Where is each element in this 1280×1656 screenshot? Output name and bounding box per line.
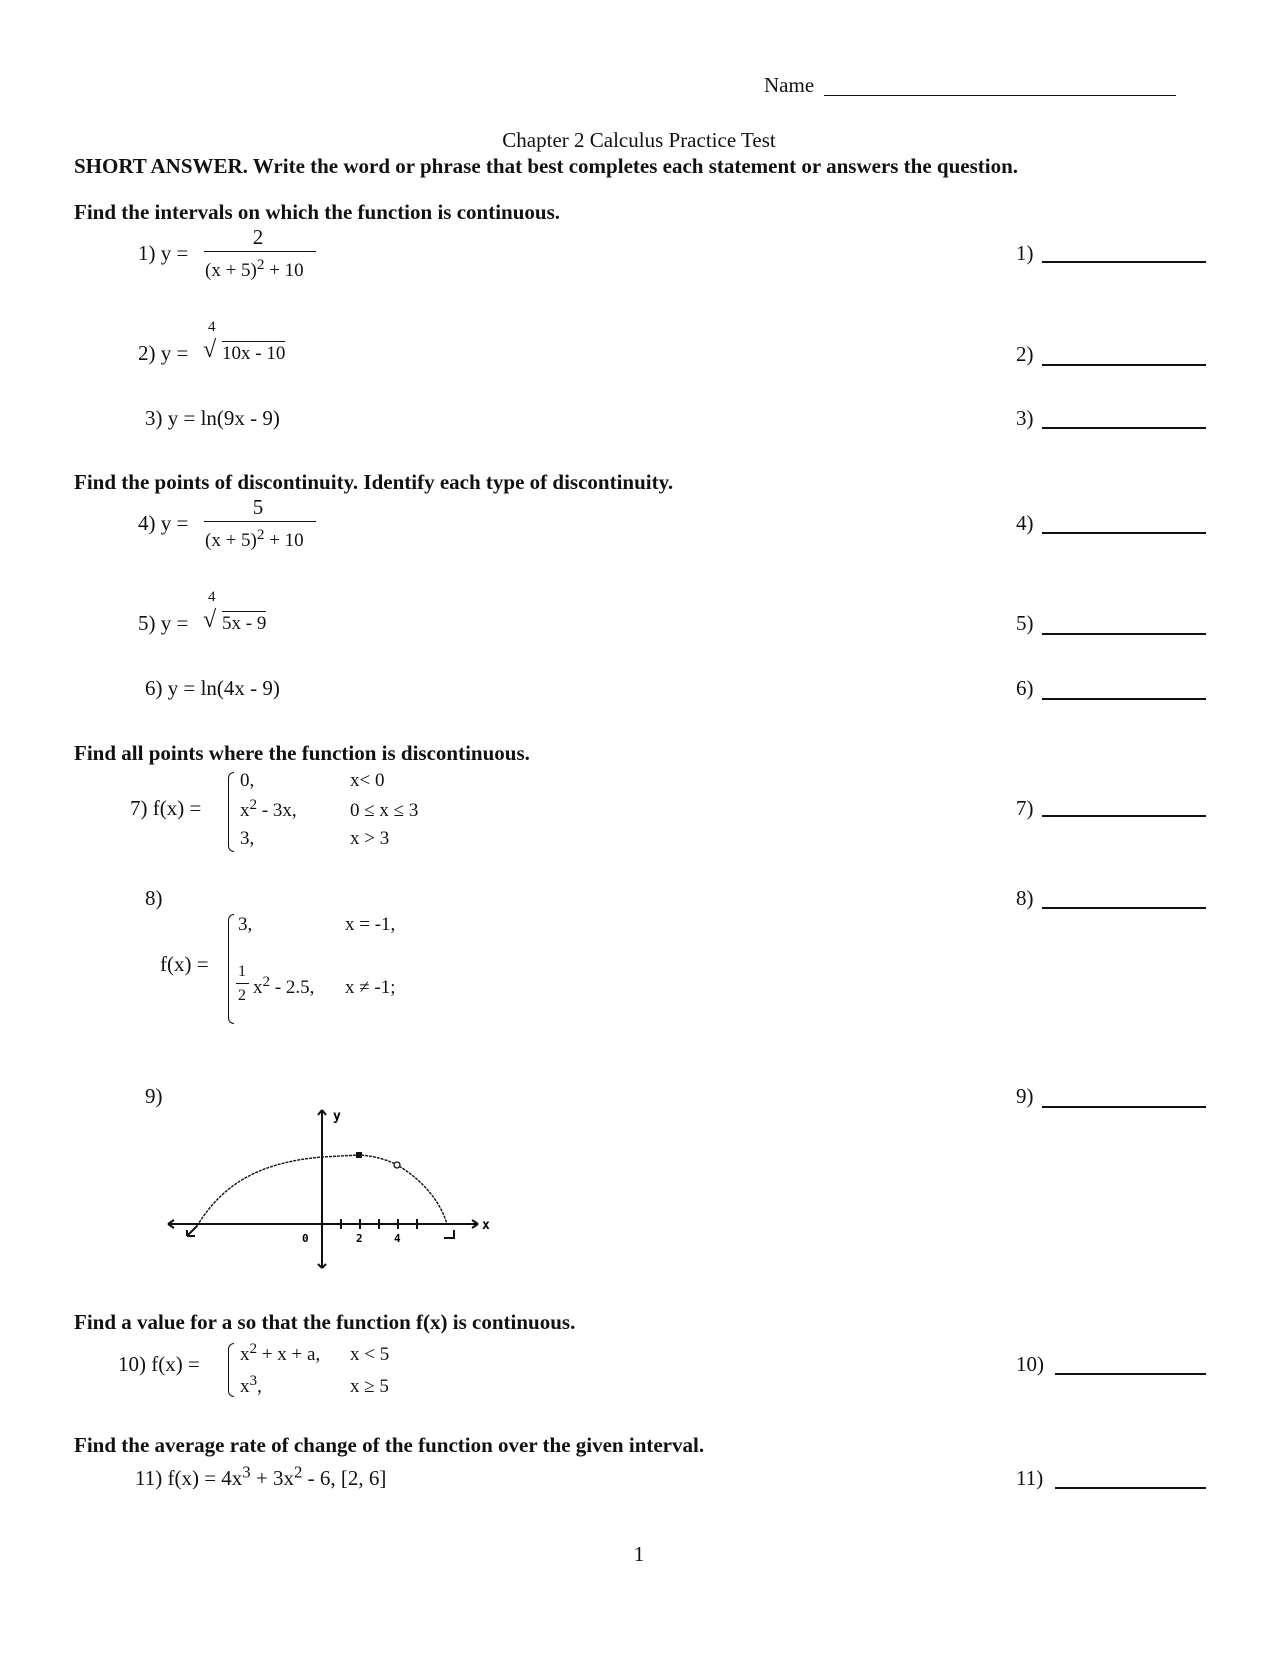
- q10-label: 10) f(x) =: [118, 1352, 200, 1376]
- answer-line-7[interactable]: [1042, 815, 1206, 817]
- answer-label: 5): [1016, 611, 1034, 635]
- answer-label: 10): [1016, 1352, 1044, 1376]
- y-axis-label: y: [333, 1109, 341, 1124]
- q10-case2-expr: $x^3$,: [240, 1372, 262, 1397]
- name-field[interactable]: [824, 95, 1176, 96]
- q4-label: 4) y =: [138, 511, 189, 535]
- q6-text: 6) y = ln(4x - 9): [145, 676, 280, 700]
- answer-line-6[interactable]: [1042, 698, 1206, 700]
- q2-label: 2) y =: [138, 341, 189, 365]
- page-number: 1: [633, 1542, 645, 1566]
- q1-numerator: 2: [252, 225, 264, 249]
- q5-label: 5) y =: [138, 611, 189, 635]
- q9-graph: [150, 1100, 510, 1280]
- radical-icon: √: [203, 337, 217, 363]
- brace-icon: [228, 772, 234, 852]
- q10-case1-cond: x < 5: [350, 1344, 390, 1365]
- filled-point: [356, 1152, 362, 1158]
- section-heading: Find the intervals on which the function is continuous.: [74, 200, 560, 224]
- root-index: 4: [208, 589, 216, 605]
- root-index: 4: [208, 319, 216, 335]
- radical-icon: √: [203, 607, 217, 633]
- answer-line-1[interactable]: [1042, 261, 1206, 263]
- q3-text: 3) y = ln(9x - 9): [145, 406, 280, 430]
- q7-case-cond: 0 ≤ x ≤ 3: [350, 800, 419, 821]
- q9-label: 9): [145, 1084, 163, 1108]
- brace-icon: [228, 1343, 234, 1397]
- section-heading: Find the average rate of change of the function over the given interval.: [74, 1433, 705, 1457]
- q8-case1-cond: x = -1,: [345, 914, 396, 935]
- answer-label: 1): [1016, 241, 1034, 265]
- answer-label: 11): [1016, 1466, 1044, 1490]
- q1-label: 1) y =: [138, 241, 189, 265]
- q8-case2-expr: $x^2 - 2.5$,: [253, 973, 315, 998]
- name-label: Name: [764, 73, 815, 97]
- q8-case2-cond: x ≠ -1;: [345, 977, 396, 998]
- q10-case2-cond: x ≥ 5: [350, 1376, 389, 1397]
- q5-radicand: 5x - 9: [222, 613, 267, 634]
- q4-numerator: 5: [252, 495, 264, 519]
- answer-line-2[interactable]: [1042, 364, 1206, 366]
- q8-half-num: 1: [238, 963, 246, 980]
- answer-label: 4): [1016, 511, 1034, 535]
- open-point: [394, 1162, 400, 1168]
- answer-label: 2): [1016, 342, 1034, 366]
- section-heading: Find all points where the function is discontinuous.: [74, 741, 530, 765]
- fraction-bar: [204, 521, 316, 522]
- right-endpoint-mark: [444, 1230, 454, 1238]
- left-endpoint-arrow: [187, 1226, 197, 1236]
- x-axis-label: x: [482, 1218, 490, 1233]
- answer-label: 7): [1016, 796, 1034, 820]
- q2-radicand: 10x - 10: [222, 343, 286, 364]
- instructions: SHORT ANSWER. Write the word or phrase that best completes each statement or answers the question.: [74, 154, 1019, 178]
- q7-case-expr: 3,: [240, 828, 255, 849]
- fraction-bar: [236, 983, 249, 984]
- q8-fx: f(x) =: [160, 952, 209, 976]
- section-heading: Find a value for a so that the function f(x) is continuous.: [74, 1310, 576, 1334]
- q8-case1-expr: 3,: [238, 914, 253, 935]
- answer-line-10[interactable]: [1055, 1373, 1206, 1375]
- answer-line-9[interactable]: [1042, 1106, 1206, 1108]
- q7-case-cond: x< 0: [350, 770, 385, 791]
- answer-label: 9): [1016, 1084, 1034, 1108]
- q10-case1-expr: $x^2 + x + a$,: [240, 1340, 321, 1365]
- q8-label: 8): [145, 886, 163, 910]
- page-title: Chapter 2 Calculus Practice Test: [502, 128, 776, 152]
- q11-text: 11) $f(x) = 4x^3 + 3x^2 - 6$, [2, 6]: [135, 1462, 387, 1490]
- fraction-bar: [204, 251, 316, 252]
- answer-label: 3): [1016, 406, 1034, 430]
- q7-case-expr: 0,: [240, 770, 255, 791]
- section-heading: Find the points of discontinuity. Identify each type of discontinuity.: [74, 470, 674, 494]
- q7-label: 7) f(x) =: [130, 796, 202, 820]
- q1-denominator: $(x + 5)^2 + 10$: [205, 256, 304, 281]
- q7-case-cond: x > 3: [350, 828, 390, 849]
- answer-line-4[interactable]: [1042, 532, 1206, 534]
- origin-label: 0: [302, 1232, 309, 1245]
- answer-line-5[interactable]: [1042, 633, 1206, 635]
- answer-label: 6): [1016, 676, 1034, 700]
- brace-icon: [228, 914, 234, 1024]
- tick-label: 2: [356, 1232, 363, 1245]
- answer-line-11[interactable]: [1055, 1487, 1206, 1489]
- answer-label: 8): [1016, 886, 1034, 910]
- q8-half-den: 2: [238, 987, 246, 1004]
- q7-case-expr: $x^2 - 3x$,: [240, 796, 297, 821]
- tick-label: 4: [394, 1232, 401, 1245]
- answer-line-8[interactable]: [1042, 907, 1206, 909]
- answer-line-3[interactable]: [1042, 427, 1206, 429]
- q4-denominator: $(x + 5)^2 + 10$: [205, 526, 304, 551]
